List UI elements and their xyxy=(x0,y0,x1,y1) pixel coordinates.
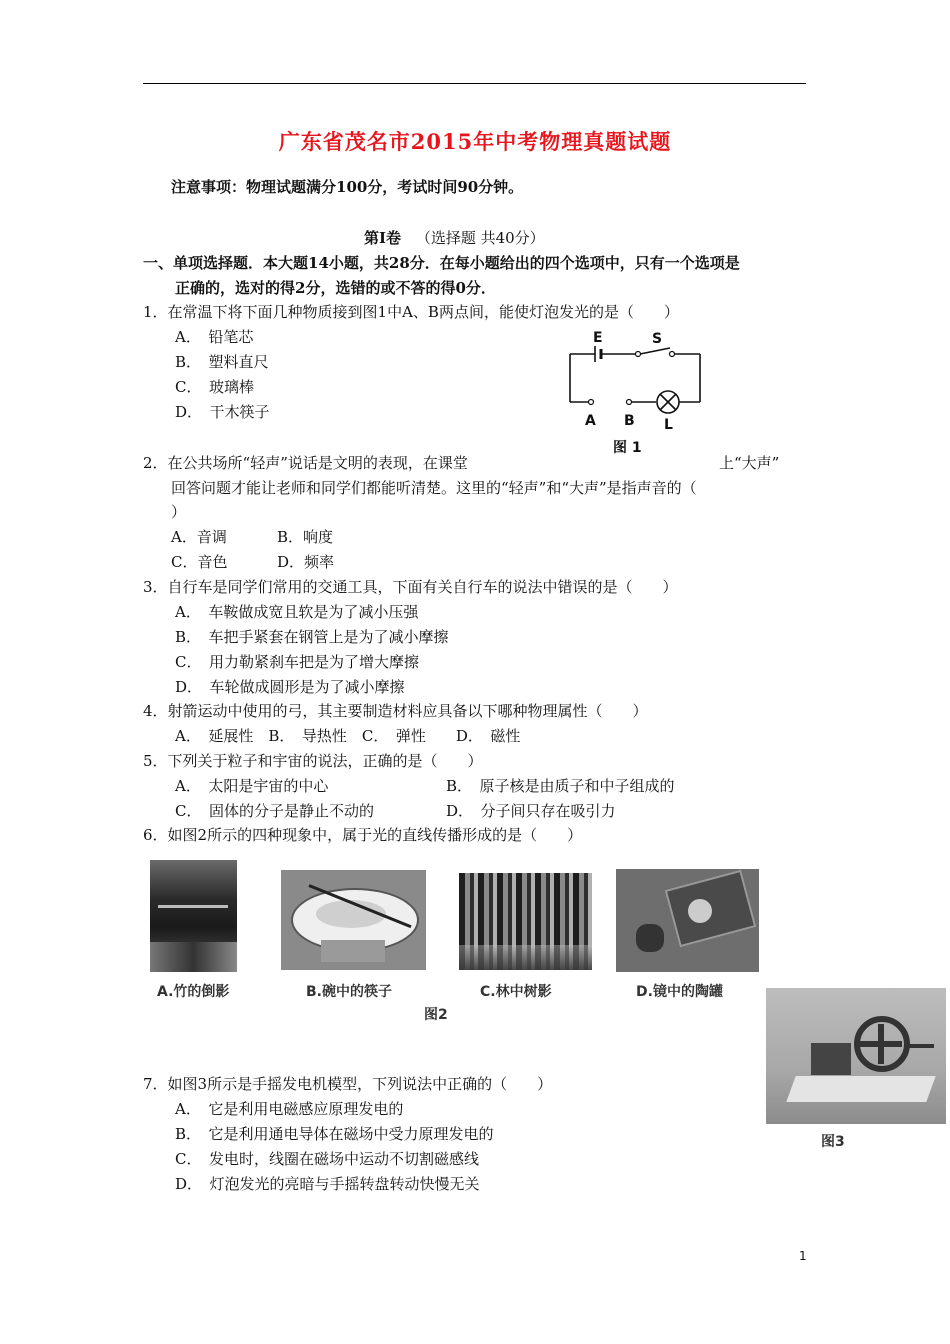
notice: 注意事项：物理试题满分100分，考试时间90分钟。 xyxy=(171,178,524,196)
q7-option-d: D． 灯泡发光的亮暗与手摇转盘转动快慢无关 xyxy=(175,1175,480,1193)
q7-option-c: C． 发电时，线圈在磁场中运动不切割磁感线 xyxy=(175,1150,479,1168)
q5-stem: 5．下列关于粒子和宇宙的说法，正确的是（ ） xyxy=(143,752,483,770)
page-title: 广东省茂名市2015年中考物理真题试题 xyxy=(278,129,672,154)
part1-instruction-line2: 正确的，选对的得2分，选错的或不答的得0分． xyxy=(175,279,496,297)
fig2-caption: 图2 xyxy=(424,1007,448,1023)
fig2-caption-d: D.镜中的陶罐 xyxy=(636,984,723,1000)
q1-option-c: C． 玻璃棒 xyxy=(175,378,254,396)
fig2-photo-bowl-chopsticks xyxy=(281,870,426,970)
fig2-photo-mirror-pot xyxy=(616,869,759,972)
q3-stem: 3．自行车是同学们常用的交通工具，下面有关自行车的说法中错误的是（ ） xyxy=(143,578,678,596)
fig1-label-s: S xyxy=(652,331,663,347)
q5-option-c: C． 固体的分子是静止不动的 xyxy=(175,802,374,820)
part1-instruction-line1: 一、单项选择题．本大题14小题，共28分．在每小题给出的四个选项中，只有一个选项是 xyxy=(143,254,740,272)
fig1-label-b: B xyxy=(624,413,635,429)
fig3-caption: 图3 xyxy=(821,1134,845,1150)
q5-option-d: D． 分子间只存在吸引力 xyxy=(446,802,616,820)
fig2-photo-bamboo-reflection xyxy=(150,860,237,972)
fig2-caption-a: A.竹的倒影 xyxy=(157,984,230,1000)
q2-option-b: B．响度 xyxy=(277,528,334,546)
fig2-caption-c: C.林中树影 xyxy=(480,984,552,1000)
q2-stem-right: 上“大声” xyxy=(719,454,780,472)
q1-stem: 1．在常温下将下面几种物质接到图1中A、B两点间，能使灯泡发光的是（ ） xyxy=(143,303,679,321)
fig1-label-e: E xyxy=(593,330,603,346)
q3-option-b: B． 车把手紧套在钢管上是为了减小摩擦 xyxy=(175,628,449,646)
header-rule xyxy=(143,83,806,84)
q4-stem: 4．射箭运动中使用的弓，其主要制造材料应具备以下哪种物理属性（ ） xyxy=(143,702,648,720)
fig2-caption-b: B.碗中的筷子 xyxy=(306,984,392,1000)
q7-option-b: B． 它是利用通电导体在磁场中受力原理发电的 xyxy=(175,1125,494,1143)
page-number: 1 xyxy=(799,1249,807,1263)
q3-option-a: A． 车鞍做成宽且软是为了减小压强 xyxy=(175,603,419,621)
q3-option-c: C． 用力勒紧刹车把是为了增大摩擦 xyxy=(175,653,419,671)
q7-option-a: A． 它是利用电磁感应原理发电的 xyxy=(175,1100,404,1118)
q1-option-d: D． 干木筷子 xyxy=(175,403,270,421)
q4-options: A． 延展性 B． 导热性 C． 弹性 D． 磁性 xyxy=(175,727,521,745)
fig1-label-a: A xyxy=(585,413,596,429)
q5-option-b: B． 原子核是由质子和中子组成的 xyxy=(446,777,675,795)
q2-stem-left: 2．在公共场所“轻声”说话是文明的表现，在课堂 xyxy=(143,454,468,472)
section-subtitle: （选择题 共40分） xyxy=(415,229,545,247)
section-heading xyxy=(364,227,545,248)
fig2-photo-forest-shadows xyxy=(459,873,592,970)
q2-stem-line3: ） xyxy=(171,503,187,521)
fig1-caption: 图 1 xyxy=(613,440,642,456)
q2-stem-line2: 回答问题才能让老师和同学们都能听清楚。这里的“轻声”和“大声”是指声音的（ xyxy=(171,479,697,497)
q3-option-d: D． 车轮做成圆形是为了减小摩擦 xyxy=(175,678,405,696)
section-title: 第Ⅰ卷 xyxy=(364,229,402,247)
q5-option-a: A． 太阳是宇宙的中心 xyxy=(175,777,329,795)
q2-option-a: A．音调 xyxy=(171,528,227,546)
q1-option-b: B． 塑料直尺 xyxy=(175,353,269,371)
q2-option-c: C．音色 xyxy=(171,553,228,571)
q2-option-d: D．频率 xyxy=(277,553,335,571)
q7-stem: 7．如图3所示是手摇发电机模型，下列说法中正确的（ ） xyxy=(143,1075,553,1093)
fig1-label-l: L xyxy=(664,417,673,433)
figure-1-circuit xyxy=(560,326,710,458)
fig3-photo-hand-generator xyxy=(766,988,946,1124)
q6-stem: 6．如图2所示的四种现象中，属于光的直线传播形成的是（ ） xyxy=(143,826,583,844)
q1-option-a: A． 铅笔芯 xyxy=(175,328,254,346)
